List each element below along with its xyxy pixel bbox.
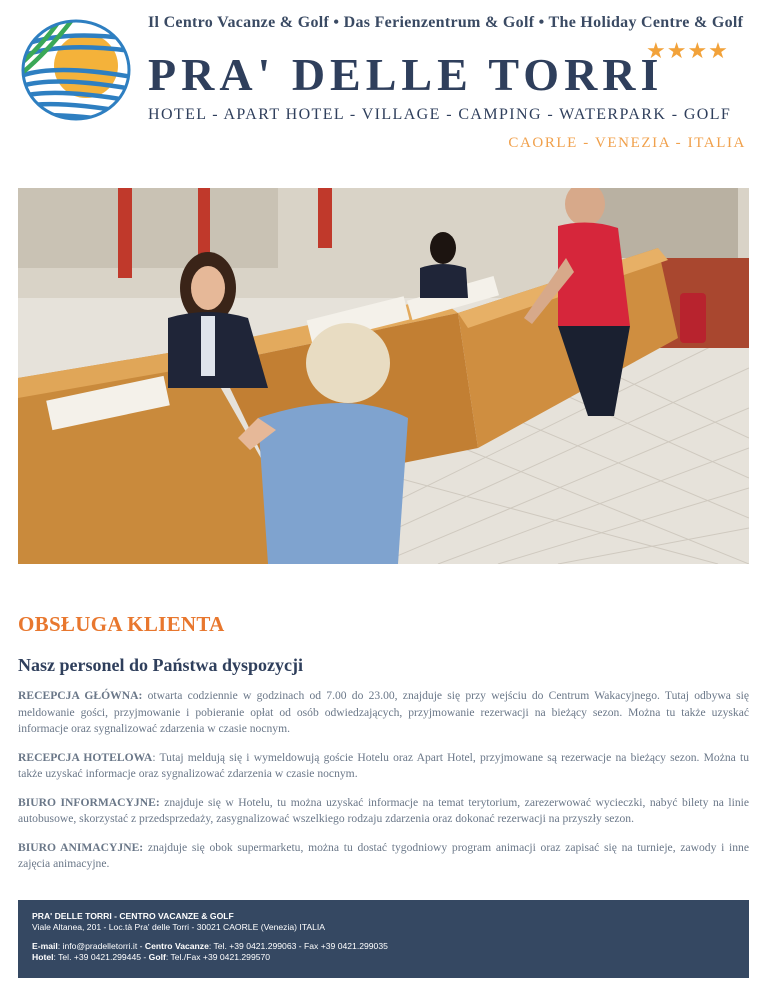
footer-company: PRA' DELLE TORRI - CENTRO VACANZE & GOLF xyxy=(32,911,234,921)
paragraph-text: : Tutaj meldują się i wymeldowują goście Hotelu oraz Apart Hotel, przyjmowane są rezerwacje na bieżący sezon. Można tu także uzyskać informacje oraz sygnalizować zdarzenia w czasie nocnym. xyxy=(18,750,750,780)
page-header xyxy=(0,0,768,170)
footer-contact-line-2 xyxy=(32,952,735,963)
email-value[interactable]: : info@pradelletorri.it - xyxy=(57,941,145,951)
tagline: Il Centro Vacanze & Golf • Das Ferienzentrum & Golf • The Holiday Centre & Golf xyxy=(148,14,744,31)
paragraph-main-reception xyxy=(18,688,749,738)
hotel-label: Hotel xyxy=(32,952,54,962)
paragraph-label: BIURO INFORMACYJNE: xyxy=(18,795,160,809)
location-line: CAORLE - VENEZIA - ITALIA xyxy=(508,135,746,151)
main-content xyxy=(18,612,749,873)
contact-footer xyxy=(18,900,749,978)
paragraph-animation-office xyxy=(18,840,749,873)
footer-address: Viale Altanea, 201 - Loc.tà Pra' delle Torri - 30021 CAORLE (Venezia) ITALIA xyxy=(32,922,326,932)
hotel-value: : Tel. +39 0421.299445 - xyxy=(53,952,149,962)
section-subtitle: Nasz personel do Państwa dyspozycji xyxy=(18,655,304,675)
golf-label: Golf xyxy=(148,952,166,962)
footer-contact-line-1 xyxy=(32,941,735,952)
rating-stars-icon: ★★★★ xyxy=(646,38,729,63)
paragraph-hotel-reception xyxy=(18,750,749,783)
paragraph-text: znajduje się obok supermarketu, można tu dostać tygodniowy program animacji oraz zapisać się na turnieje, zawody i inne zajęcia animacyjne. xyxy=(18,840,749,870)
page-title: OBSŁUGA KLIENTA xyxy=(18,612,225,636)
paragraph-label: RECEPCJA HOTELOWA xyxy=(18,750,153,764)
paragraph-text: otwarta codziennie w godzinach od 7.00 do 23.00, znajduje się przy wejściu do Centrum Wakacyjnego. Tutaj odbywa się meldowanie gości, przyjmowanie i pobieranie opłat od osób odwiedzających, przyjmowanie rezerwacji na bieżący sezon. Można tu także uzyskać informacje oraz sygnalizować zdarzenia w czasie nocnym. xyxy=(18,689,750,735)
paragraph-text: znajduje się w Hotelu, tu można uzyskać informacje na temat terytorium, zarezerwować wycieczki, nabyć bilety na linie autobusowe, skorzystać z przedsprzedaży, zasygnalizować wszelkiego rodzaju zdarzenia oraz dokonać rezerwacji na przyszły sezon. xyxy=(18,795,749,825)
centro-value: : Tel. +39 0421.299063 - Fax +39 0421.299035 xyxy=(208,941,388,951)
golf-value: : Tel./Fax +39 0421.299570 xyxy=(165,952,271,962)
centro-label: Centro Vacanze xyxy=(144,941,209,951)
brand-name: PRA' DELLE TORRI xyxy=(148,49,664,100)
email-label: E-mail xyxy=(32,941,58,951)
paragraph-label: RECEPCJA GŁÓWNA: xyxy=(18,689,143,702)
paragraph-info-office xyxy=(18,795,749,828)
sun-waves-logo-icon xyxy=(20,18,132,122)
reception-photo xyxy=(18,188,749,564)
paragraph-label: BIURO ANIMACYJNE: xyxy=(18,840,144,854)
brand-subtitle: HOTEL - APART HOTEL - VILLAGE - CAMPING - WATERPARK - GOLF xyxy=(148,106,732,123)
